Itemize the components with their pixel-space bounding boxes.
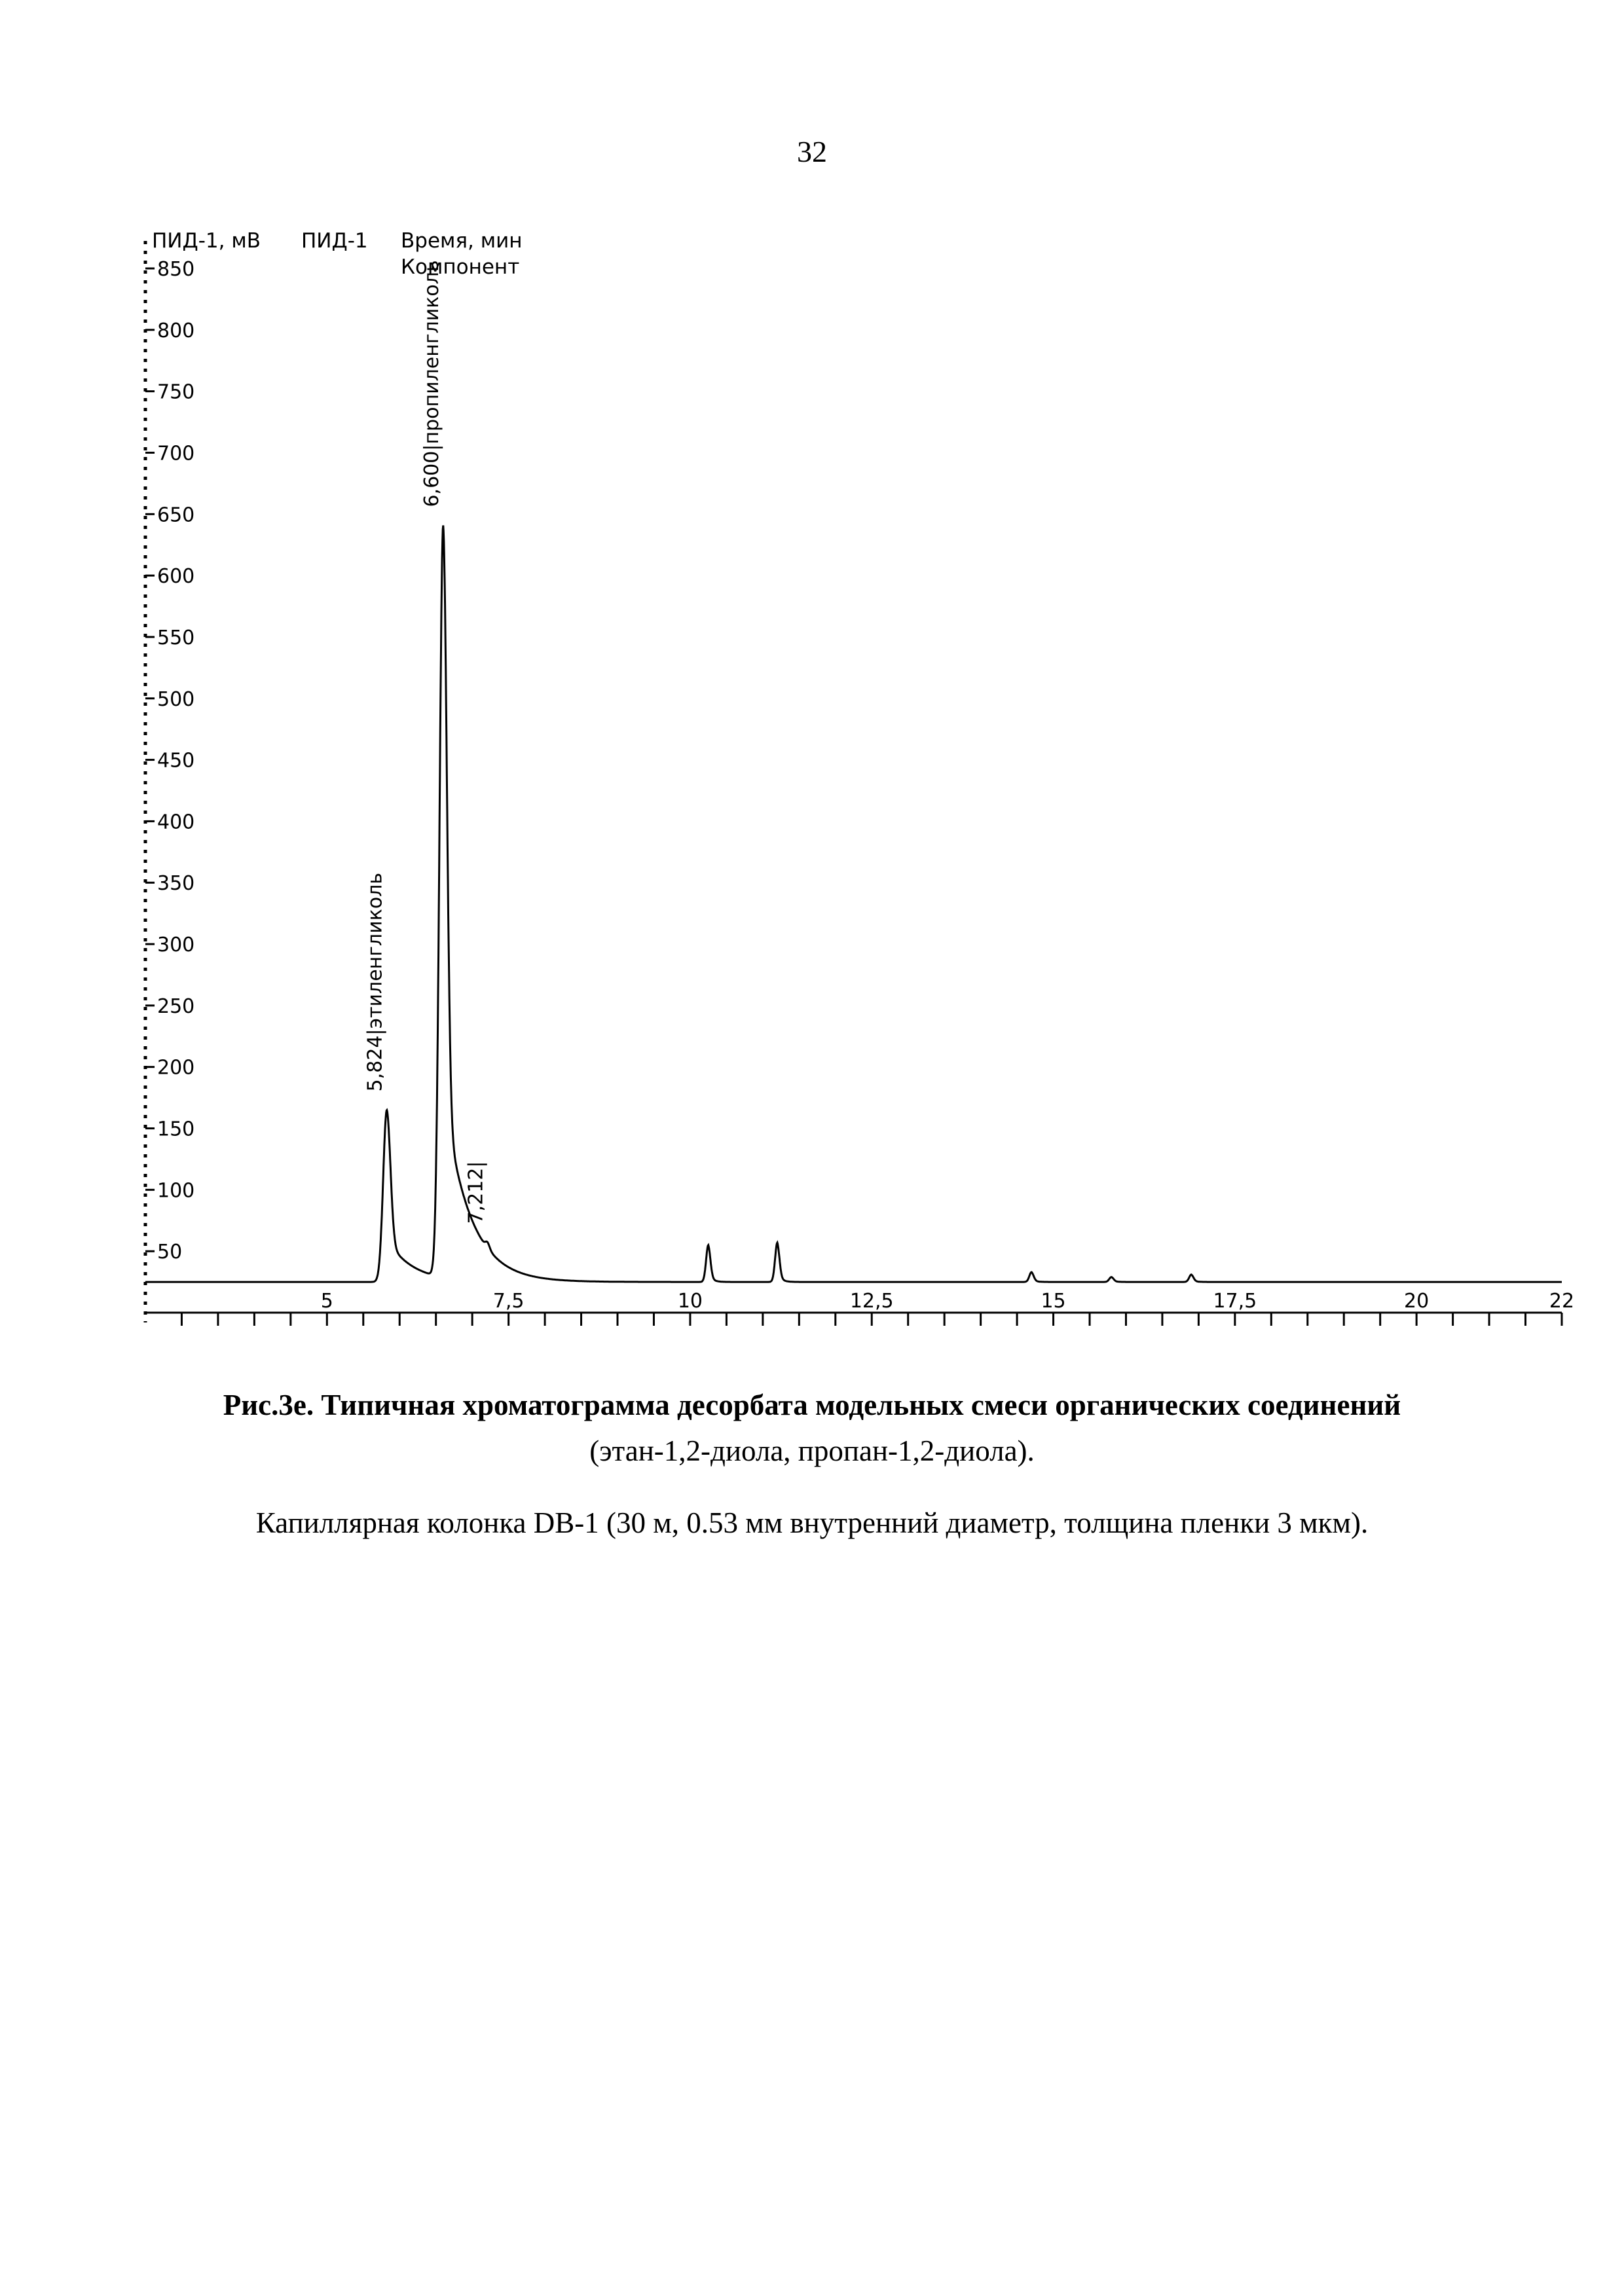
- y-tick-label: 100: [157, 1179, 195, 1203]
- column-description: Капиллярная колонка DB-1 (30 м, 0.53 мм внутренний диаметр, толщина пленки 3 мкм).: [255, 1506, 1369, 1539]
- peak-labels: [364, 260, 488, 1224]
- peak-label: 5,824|этиленгликоль: [363, 872, 387, 1092]
- y-tick-label: 200: [157, 1056, 195, 1080]
- detector-header: ПИД-1: [301, 229, 368, 253]
- x-tick-label: 12,5: [849, 1290, 894, 1313]
- figure-caption-subtitle: (этан-1,2-диола, пропан-1,2-диола).: [589, 1434, 1035, 1467]
- peak-label: 6,600|пропиленгликоль: [420, 260, 443, 507]
- y-tick-label: 700: [157, 442, 195, 465]
- x-tick-label: 22: [1549, 1290, 1575, 1313]
- y-tick-label: 800: [157, 319, 195, 342]
- x-tick-label: 10: [677, 1290, 703, 1313]
- x-tick-label: 5: [320, 1290, 333, 1313]
- y-tick-label: 350: [157, 872, 195, 896]
- component-header: Компонент: [401, 255, 520, 279]
- y-tick-label: 500: [157, 687, 195, 711]
- y-axis-ticks: [145, 258, 194, 1264]
- peak-label: 7,212|: [464, 1161, 488, 1224]
- x-axis-ticks: [181, 1290, 1574, 1326]
- chromatogram-trace: [145, 526, 1562, 1283]
- y-tick-label: 650: [157, 503, 195, 527]
- figure-caption-title: Рис.3е. Типичная хроматограмма десорбата модельных смеси органических соединений: [223, 1389, 1401, 1421]
- page-number: 32: [797, 135, 827, 168]
- y-tick-label: 300: [157, 934, 195, 957]
- x-tick-label: 7,5: [492, 1290, 525, 1313]
- x-tick-label: 20: [1404, 1290, 1430, 1313]
- y-tick-label: 50: [157, 1241, 183, 1264]
- y-tick-label: 750: [157, 380, 195, 404]
- y-tick-label: 550: [157, 626, 195, 649]
- y-tick-label: 450: [157, 749, 195, 773]
- y-tick-label: 250: [157, 994, 195, 1018]
- time-header: Время, мин: [401, 229, 523, 253]
- y-tick-label: 600: [157, 565, 195, 589]
- x-tick-label: 17,5: [1213, 1290, 1257, 1313]
- x-tick-label: 15: [1041, 1290, 1066, 1313]
- y-signal-header: ПИД-1, мВ: [152, 229, 261, 253]
- y-tick-label: 850: [157, 258, 195, 281]
- y-tick-label: 400: [157, 811, 195, 834]
- y-tick-label: 150: [157, 1118, 195, 1141]
